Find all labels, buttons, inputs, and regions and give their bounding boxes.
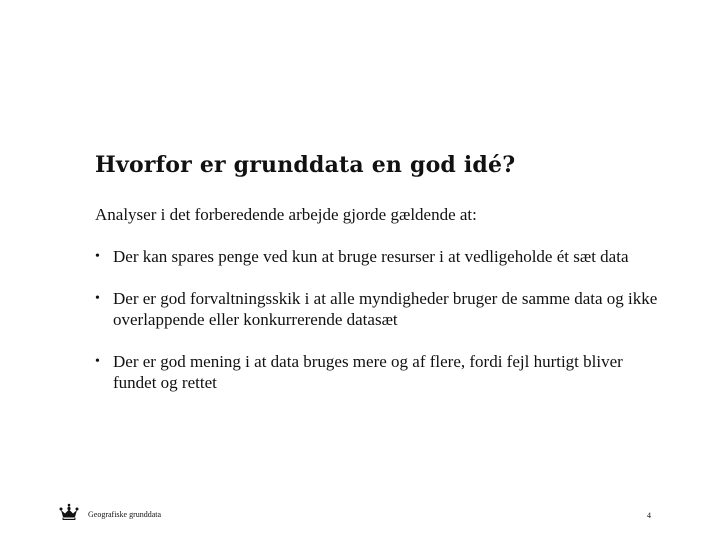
bullet-text-3: Der er god mening i at data bruges mere og af flere, fordi fejl hurtigt bliver fundet og rettet [113, 352, 623, 392]
bullet-item-3 [95, 351, 665, 393]
bullet-list [95, 246, 665, 414]
bullet-item-1 [95, 246, 665, 267]
bullet-dot-icon: • [95, 291, 100, 306]
bullet-item-2 [95, 288, 665, 330]
bullet-text-1: Der kan spares penge ved kun at bruge resurser i at vedligeholde ét sæt data [113, 247, 629, 266]
page-number: 4 [647, 511, 651, 520]
bullet-dot-icon: • [95, 249, 100, 264]
slide-title: Hvorfor er grunddata en god idé? [95, 152, 516, 178]
bullet-dot-icon: • [95, 354, 100, 369]
bullet-text-2: Der er god forvaltningsskik i at alle myndigheder bruger de samme data og ikke overlappende eller konkurrerende datasæt [113, 289, 658, 329]
intro-text: Analyser i det forberedende arbejde gjorde gældende at: [95, 205, 477, 224]
footer-label: Geografiske grunddata [88, 510, 162, 519]
crown-icon [58, 503, 80, 523]
